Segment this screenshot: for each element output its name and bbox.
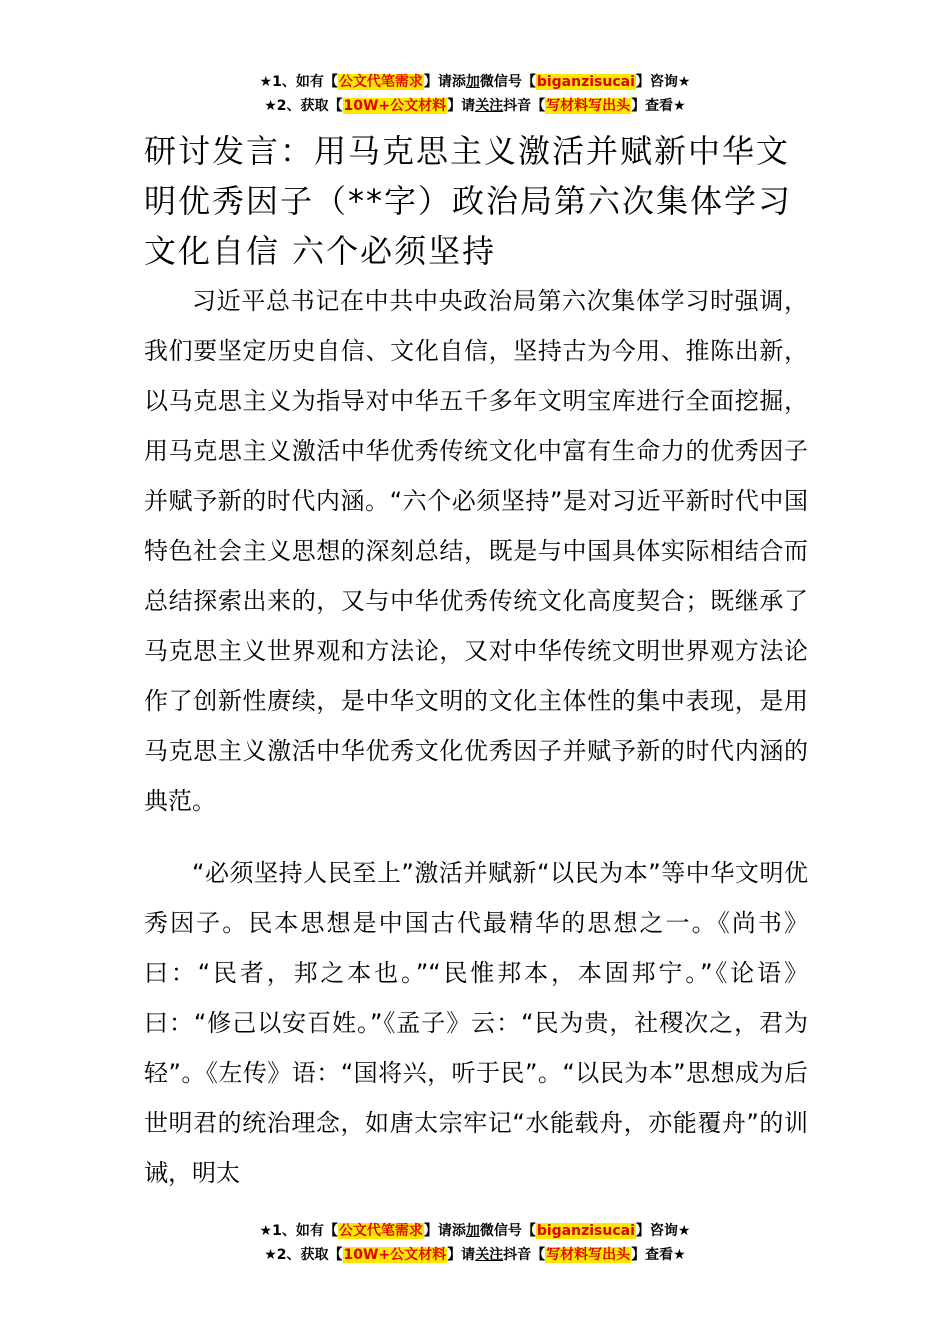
paragraph-2: “必须坚持人民至上”激活并赋新“以民为本”等中华文明优秀因子。民本思想是中国古代最精华的思想之一。《尚书》曰：“民者，邦之本也。”“民惟邦本，本固邦宁。”《论语》曰：“修己以安百姓。”《孟子》云：“民为贵，社稷次之，君为轻”。《左传》语：“国将兴，听于民”。“以民为本”思想成为后世明君的统治理念，如唐太宗牢记“水能载舟，亦能覆舟”的训诫，明太 <box>144 859 808 1187</box>
highlight-douyin: 写材料写出头 <box>546 98 631 114</box>
promo-banner-top <box>0 70 950 118</box>
promo-line-1: ★1、如有【公文代笔需求】请添加微信号【biganzisucai】咨询★ <box>259 74 691 90</box>
promo-line-1: ★1、如有【公文代笔需求】请添加微信号【biganzisucai】咨询★ <box>259 1223 691 1239</box>
highlight-materials: 10W+公文材料 <box>343 1247 447 1263</box>
paragraph-1: 习近平总书记在中共中央政治局第六次集体学习时强调，我们要坚定历史自信、文化自信，坚持古为今用、推陈出新，以马克思主义为指导对中华五千多年文明宝库进行全面挖掘，用马克思主义激活中华优秀传统文化中富有生命力的优秀因子并赋予新的时代内涵。“六个必须坚持”是对习近平新时代中国特色社会主义思想的深刻总结，既是与中国具体实际相结合而总结探索出来的，又与中华优秀传统文化高度契合；既继承了马克思主义世界观和方法论，又对中华传统文明世界观方法论作了创新性赓续，是中华文明的文化主体性的集中表现，是用马克思主义激活中华优秀文化优秀因子并赋予新的时代内涵的典范。 <box>144 287 808 815</box>
highlight-service: 公文代笔需求 <box>338 1223 423 1239</box>
highlight-wechat-id: biganzisucai <box>536 74 635 90</box>
highlight-wechat-id: biganzisucai <box>536 1223 635 1239</box>
highlight-douyin: 写材料写出头 <box>546 1247 631 1263</box>
highlight-materials: 10W+公文材料 <box>343 98 447 114</box>
promo-line-2: ★2、获取【10W+公文材料】请关注抖音【写材料写出头】查看★ <box>264 98 686 114</box>
document-body <box>144 126 808 1198</box>
highlight-service: 公文代笔需求 <box>338 74 423 90</box>
promo-line-2: ★2、获取【10W+公文材料】请关注抖音【写材料写出头】查看★ <box>264 1247 686 1263</box>
promo-banner-bottom <box>0 1219 950 1267</box>
document-title: 研讨发言：用马克思主义激活并赋新中华文明优秀因子（**字）政治局第六次集体学习 文化自信 六个必须坚持 <box>144 132 793 270</box>
